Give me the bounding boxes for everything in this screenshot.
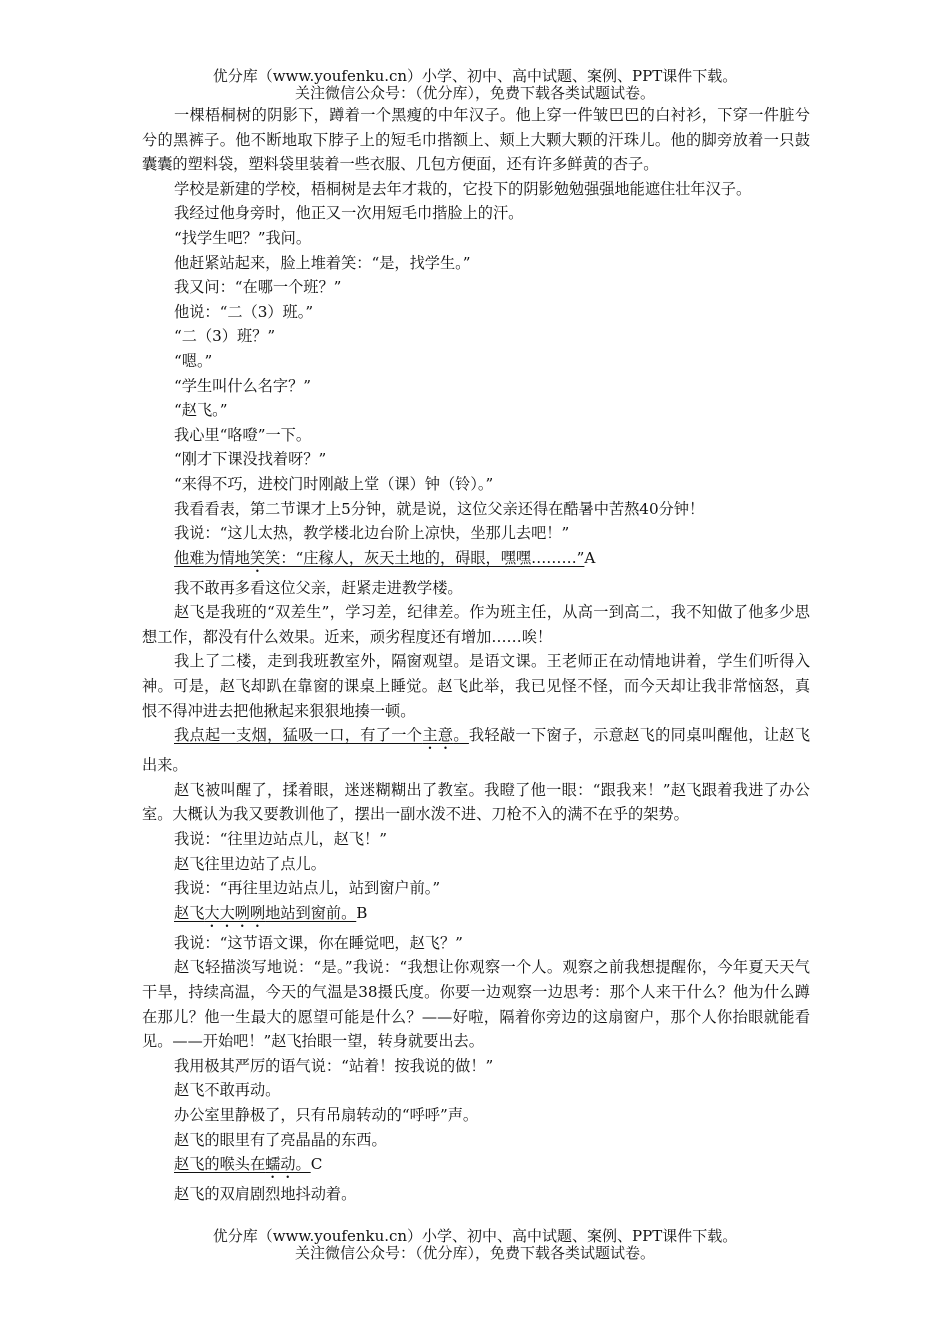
text-segment: 赵飞 (174, 903, 205, 922)
dotted-word: 大大咧咧 (204, 903, 266, 922)
paragraph: “嗯。” (174, 351, 213, 370)
page-footer (0, 1228, 950, 1262)
paragraph: 赵飞不敢再动。 (174, 1081, 281, 1100)
paragraph-underlined (142, 723, 810, 778)
paragraph: 我上了二楼，走到我班教室外，隔窗观望。是语文课。王老师正在动情地讲着，学生们听得入神。可是，赵飞却趴在靠窗的课桌上睡觉。赵飞此举，我已见怪不怪，而今天却让我非常恼怒，真恨不得冲进去把他揪起来狠狠地揍一顿。 (142, 652, 810, 720)
text-segment: 他难为情地 (174, 548, 250, 567)
paragraph: “学生叫什么名字？” (174, 376, 312, 395)
paragraph: “刚才下课没找着呀？” (174, 450, 327, 469)
paragraph: 我说：“再往里边站点儿，站到窗户前。” (174, 879, 441, 898)
paragraph: 我用极其严厉的语气说：“站着！按我说的做！” (174, 1056, 494, 1075)
sentence-label-c: C (310, 1155, 323, 1174)
paragraph: 赵飞的双肩剧烈地抖动着。 (174, 1185, 357, 1204)
page-header (0, 68, 950, 102)
sentence-label-a: A (584, 548, 596, 567)
header-line-2: 关注微信公众号：（优分库），免费下载各类试题试卷。 (294, 84, 655, 102)
footer-line-2: 关注微信公众号：（优分库），免费下载各类试题试卷。 (294, 1244, 655, 1262)
underlined-sentence-b (174, 904, 356, 922)
paragraph: 赵飞往里边站了点儿。 (174, 854, 326, 873)
paragraph: “来得不巧，进校门时刚敲上堂（课）钟（铃）。” (174, 474, 494, 493)
text-segment: 我轻敲一下窗子，示意赵飞的同桌叫醒他，让赵飞出来。 (142, 726, 811, 775)
paragraph: 我经过他身旁时，他正又一次用短毛巾揩脸上的汗。 (174, 204, 524, 223)
paragraph: 赵飞轻描淡写地说：“是。”我说：“我想让你观察一个人。观察之前我想提醒你，今年夏天天气干旱，持续高温，今天的气温是38摄氏度。你要一边观察一边思考：那个人来干什么？他为什么蹲在那儿？他一生最大的愿望可能是什么？——好啦，隔着你旁边的这扇窗户，那个人你抬眼就能看见。——开始吧！”赵飞抬眼一望，转身就要出去。 (142, 958, 810, 1051)
text-segment: 我点起一支烟，猛吸一口，有了一个 (174, 726, 423, 745)
paragraph-marked-b (142, 901, 810, 931)
dotted-word: 蠕动 (265, 1155, 296, 1174)
paragraph: 他说：“二（3）班。” (174, 302, 314, 321)
article-body (142, 103, 810, 1207)
header-line-1: 优分库（www.youfenku.cn）小学、初中、高中试题、案例、PPT课件下载。 (212, 67, 738, 85)
paragraph: 我不敢再多看这位父亲，赶紧走进教学楼。 (174, 578, 463, 597)
paragraph: 我说：“这儿太热，教学楼北边台阶上凉快，坐那儿去吧！” (174, 524, 570, 543)
paragraph-marked-a (142, 546, 810, 576)
text-segment: 。 (453, 726, 469, 745)
paragraph: 办公室里静极了，只有吊扇转动的“呼呼”声。 (174, 1105, 479, 1124)
underlined-sentence-a (174, 549, 584, 567)
dotted-word: 主意 (422, 726, 454, 745)
text-segment: 笑：“庄稼人，灰天土地的，碍眼，嘿嘿………” (265, 548, 585, 567)
text-segment: 。 (295, 1155, 311, 1174)
paragraph: 他赶紧站起来，脸上堆着笑：“是，找学生。” (174, 253, 471, 272)
underlined-sentence (174, 726, 469, 744)
paragraph: 一棵梧桐树的阴影下，蹲着一个黑瘦的中年汉子。他上穿一件皱巴巴的白衬衫，下穿一件脏兮兮的黑裤子。他不断地取下脖子上的短毛巾揩额上、颊上大颗大颗的汗珠儿。他的脚旁放着一只鼓囊囊的塑料袋，塑料袋里装着一些衣服、几包方便面，还有许多鲜黄的杏子。 (142, 106, 810, 174)
paragraph-marked-c (142, 1152, 810, 1182)
text-segment: 赵飞的喉头在 (174, 1155, 266, 1174)
paragraph: 我又问：“在哪一个班？” (174, 278, 342, 297)
dotted-word: 笑 (249, 548, 266, 567)
paragraph: “赵飞。” (174, 401, 228, 420)
underlined-sentence-c (174, 1155, 311, 1173)
paragraph: 赵飞是我班的“双差生”，学习差，纪律差。作为班主任，从高一到高二，我不知做了他多少思想工作，都没有什么效果。近来，顽劣程度还有增加……唉！ (142, 603, 810, 646)
paragraph: 我说：“这节语文课，你在睡觉吧，赵飞？” (174, 933, 463, 952)
paragraph: 我看看表，第二节课才上5分钟，就是说，这位父亲还得在酷暑中苦熬40分钟！ (174, 499, 705, 518)
paragraph: “找学生吧？”我问。 (174, 228, 312, 247)
paragraph: 赵飞被叫醒了，揉着眼，迷迷糊糊出了教室。我瞪了他一眼：“跟我来！”赵飞跟着我进了办公室。大概认为我又要教训他了，摆出一副水泼不进、刀枪不入的满不在乎的架势。 (142, 780, 810, 824)
paragraph: 我说：“往里边站点儿，赵飞！” (174, 830, 387, 849)
paragraph: 我心里“咯噔”一下。 (174, 425, 312, 444)
paragraph: “二（3）班？” (174, 327, 276, 346)
paragraph: 赵飞的眼里有了亮晶晶的东西。 (174, 1130, 387, 1149)
text-segment: 地站到窗前。 (265, 903, 357, 922)
paragraph: 学校是新建的学校，梧桐树是去年才栽的，它投下的阴影勉勉强强地能遮住壮年汉子。 (174, 179, 752, 198)
footer-line-1: 优分库（www.youfenku.cn）小学、初中、高中试题、案例、PPT课件下载。 (212, 1227, 738, 1245)
sentence-label-b: B (356, 903, 368, 922)
